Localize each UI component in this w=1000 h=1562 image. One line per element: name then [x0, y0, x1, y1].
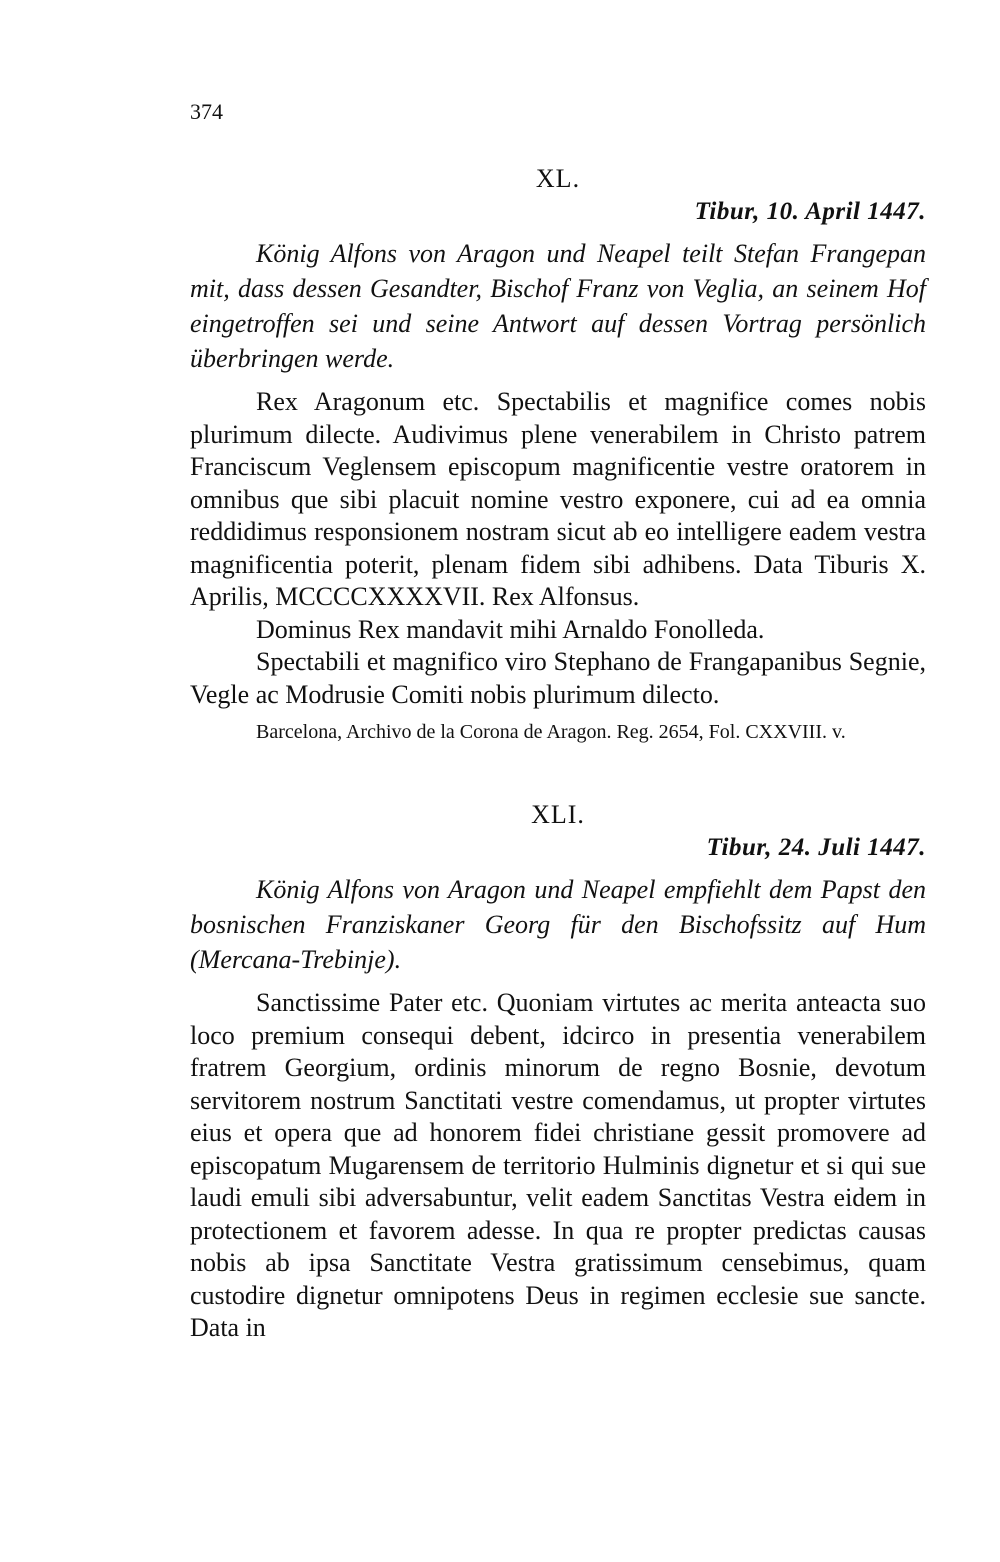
document-dateline: Tibur, 24. Juli 1447.	[706, 834, 926, 861]
document-paragraph: Rex Aragonum etc. Spectabilis et magnifice comes nobis plurimum dilecte. Audivimus plene venerabilem in Christo patrem Franciscum Veglensem episcopum magnificentie vestre oratorem in omnibus que sibi placuit nomine vestro exponere, cui ad ea omnia reddidimus responsionem nostram sicut ab eo intelligere eadem vestra magnificentia poterit, plenam fidem sibi adhibens. Data Tiburis X. Aprilis, MCCCCXXXXVII. Rex Alfonsus.	[190, 387, 926, 611]
document-xl	[190, 164, 926, 747]
page-number: 374	[190, 99, 223, 124]
document-text	[190, 386, 926, 711]
document-summary: König Alfons von Aragon und Neapel teilt Stefan Frangepan mit, dass dessen Gesandter, Bischof Franz von Veglia, an seinem Hof eingetroffen sei und seine Antwort auf dessen Vortrag persönlich überbringen werde.	[190, 239, 926, 373]
document-dateline: Tibur, 10. April 1447.	[694, 198, 926, 225]
document-heading: XL.	[535, 164, 581, 193]
document-heading: XLI.	[531, 800, 585, 829]
document-paragraph: Spectabili et magnifico viro Stephano de Frangapanibus Segnie, Vegle ac Modrusie Comiti nobis plurimum dilecto.	[190, 647, 926, 709]
document-summary: König Alfons von Aragon und Neapel empfiehlt dem Papst den bosnischen Franziskaner Georg für den Bischofssitz auf Hum (Mercana-Trebinje).	[190, 875, 926, 974]
document-paragraph: Sanctissime Pater etc. Quoniam virtutes ac merita anteacta suo loco premium consequi debent, idcirco in presentia venerabilem fratrem Georgium, ordinis minorum de regno Bosnie, devotum servitorem nostrum Sanctitati vestre comendamus, ut propter virtutes eius et opera que ad honorem fidei christiane gessit promovere ad episcopatum Mugarensem de territorio Hulminis dignetur et si qui sue laudi emuli sibi adversabuntur, velit eadem Sanctitas Vestra eidem in protectionem et favorem adesse. In qua re propter predictas causas nobis ab ipsa Sanctitate Vestra gratissimum censebimus, quam custodire dignetur omnipotens Deus in regimen ecclesie sue sancte. Data in	[190, 988, 926, 1342]
archive-source-citation: Barcelona, Archivo de la Corona de Aragon. Reg. 2654, Fol. CXXVIII. v.	[256, 721, 846, 743]
document-text	[190, 987, 926, 1345]
document-paragraph: Dominus Rex mandavit mihi Arnaldo Fonolleda.	[256, 614, 765, 644]
document-xli	[190, 800, 926, 1345]
